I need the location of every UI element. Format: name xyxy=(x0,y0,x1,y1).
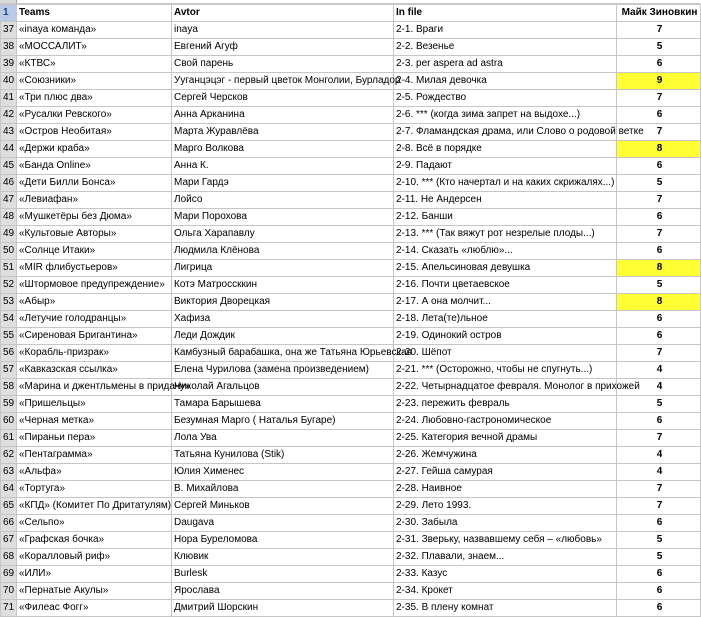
table-row xyxy=(1,39,701,56)
cell-author[interactable]: Daugava xyxy=(172,515,394,532)
row-number[interactable]: 65 xyxy=(1,498,17,515)
cell-score[interactable]: 6 xyxy=(617,600,701,617)
cell-author[interactable]: Марта Журавлёва xyxy=(172,124,394,141)
row-number[interactable]: 67 xyxy=(1,532,17,549)
cell-author[interactable]: Сергей Миньков xyxy=(172,498,394,515)
cell-author[interactable]: Марго Волкова xyxy=(172,141,394,158)
header-judge[interactable]: Майк Зиновкин xyxy=(617,5,701,22)
cell-score[interactable]: 6 xyxy=(617,311,701,328)
table-row xyxy=(1,328,701,345)
table-row xyxy=(1,345,701,362)
cell-file[interactable]: 2-19. Одинокий остров xyxy=(394,328,617,345)
cell-author[interactable]: Хафиза xyxy=(172,311,394,328)
cell-file[interactable]: 2-29. Лето 1993. xyxy=(394,498,617,515)
cell-author[interactable]: Мари Гардэ xyxy=(172,175,394,192)
cell-score[interactable]: 5 xyxy=(617,277,701,294)
cell-file[interactable]: 2-26. Жемчужина xyxy=(394,447,617,464)
table-row xyxy=(1,362,701,379)
cell-author[interactable]: Лойсо xyxy=(172,192,394,209)
cell-file[interactable]: 2-28. Наивное xyxy=(394,481,617,498)
cell-team[interactable]: «Корабль-призрак» xyxy=(17,345,172,362)
cell-team[interactable]: «Графская бочка» xyxy=(17,532,172,549)
row-number[interactable]: 58 xyxy=(1,379,17,396)
cell-author[interactable]: Клювик xyxy=(172,549,394,566)
cell-author[interactable]: Нора Буреломова xyxy=(172,532,394,549)
cell-file[interactable]: 2-35. В плену комнат xyxy=(394,600,617,617)
table-row xyxy=(1,311,701,328)
cell-team[interactable]: «Культовые Авторы» xyxy=(17,226,172,243)
cell-file[interactable]: 2-24. Любовно-гастрономическое xyxy=(394,413,617,430)
table-row xyxy=(1,549,701,566)
cell-file[interactable]: 2-25. Категория вечной драмы xyxy=(394,430,617,447)
cell-score[interactable]: 6 xyxy=(617,158,701,175)
cell-author[interactable]: В. Михайлова xyxy=(172,481,394,498)
cell-author[interactable]: Свой парень xyxy=(172,56,394,73)
cell-team[interactable]: «Тортуга» xyxy=(17,481,172,498)
table-row xyxy=(1,413,701,430)
cell-score[interactable]: 7 xyxy=(617,226,701,243)
cell-score[interactable]: 6 xyxy=(617,209,701,226)
cell-score[interactable]: 7 xyxy=(617,192,701,209)
table-row xyxy=(1,56,701,73)
cell-team[interactable]: «ИЛИ» xyxy=(17,566,172,583)
cell-score[interactable]: 5 xyxy=(617,549,701,566)
cell-score[interactable]: 6 xyxy=(617,243,701,260)
cell-author[interactable]: Мари Порохова xyxy=(172,209,394,226)
table-row xyxy=(1,107,701,124)
cell-file[interactable]: 2-9. Падают xyxy=(394,158,617,175)
cell-file[interactable]: 2-32. Плавали, знаем... xyxy=(394,549,617,566)
row-number[interactable]: 51 xyxy=(1,260,17,277)
cell-file[interactable]: 2-34. Крокет xyxy=(394,583,617,600)
header-row xyxy=(1,5,701,22)
cell-file[interactable]: 2-5. Рождество xyxy=(394,90,617,107)
cell-team[interactable]: «Солнце Итаки» xyxy=(17,243,172,260)
row-number[interactable]: 70 xyxy=(1,583,17,600)
cell-team[interactable]: «Держи краба» xyxy=(17,141,172,158)
cell-file[interactable]: 2-2. Везенье xyxy=(394,39,617,56)
cell-team[interactable]: «MIR флибустьеров» xyxy=(17,260,172,277)
cell-author[interactable]: inaya xyxy=(172,22,394,39)
cell-file[interactable]: 2-12. Банши xyxy=(394,209,617,226)
cell-score[interactable]: 5 xyxy=(617,175,701,192)
cell-team[interactable]: «Левиафан» xyxy=(17,192,172,209)
cell-team[interactable]: «Пернатые Акулы» xyxy=(17,583,172,600)
cell-score[interactable]: 7 xyxy=(617,430,701,447)
cell-file[interactable]: 2-22. Четырнадцатое февраля. Монолог в прихожей xyxy=(394,379,617,396)
cell-score[interactable]: 8 xyxy=(617,294,701,311)
cell-file[interactable]: 2-13. *** (Так вяжут рот незрелые плоды...) xyxy=(394,226,617,243)
cell-author[interactable]: Ольга Харапавлу xyxy=(172,226,394,243)
cell-score[interactable]: 7 xyxy=(617,498,701,515)
row-number[interactable]: 44 xyxy=(1,141,17,158)
cell-file[interactable]: 2-30. Забыла xyxy=(394,515,617,532)
table-row xyxy=(1,209,701,226)
row-number[interactable]: 52 xyxy=(1,277,17,294)
cell-score[interactable]: 8 xyxy=(617,141,701,158)
cell-score[interactable]: 5 xyxy=(617,396,701,413)
table-row xyxy=(1,396,701,413)
row-number[interactable]: 54 xyxy=(1,311,17,328)
cell-team[interactable]: «Штормовое предупреждение» xyxy=(17,277,172,294)
cell-team[interactable]: «Остров Необитая» xyxy=(17,124,172,141)
row-number[interactable]: 45 xyxy=(1,158,17,175)
table-row xyxy=(1,124,701,141)
cell-score[interactable]: 6 xyxy=(617,583,701,600)
cell-author[interactable]: Дмитрий Шорскин xyxy=(172,600,394,617)
row-number[interactable]: 1 xyxy=(1,5,17,22)
cell-file[interactable]: 2-23. пережить февраль xyxy=(394,396,617,413)
cell-file[interactable]: 2-31. Зверьку, назвавшему себя – «любовь» xyxy=(394,532,617,549)
table-row xyxy=(1,532,701,549)
cell-author[interactable]: Сергей Черсков xyxy=(172,90,394,107)
cell-author[interactable]: Елена Чурилова (замена произведением) xyxy=(172,362,394,379)
cell-team[interactable]: «Пришельцы» xyxy=(17,396,172,413)
cell-author[interactable]: Лигрица xyxy=(172,260,394,277)
table-row xyxy=(1,226,701,243)
table-row xyxy=(1,447,701,464)
row-number[interactable]: 37 xyxy=(1,22,17,39)
header-in-file[interactable]: In file xyxy=(394,5,617,22)
cell-author[interactable]: Камбузный барабашка, она же Татьяна Юрьевская xyxy=(172,345,394,362)
cell-team[interactable]: «Летучие голодранцы» xyxy=(17,311,172,328)
table-row xyxy=(1,464,701,481)
cell-author[interactable]: Юлия Хименес xyxy=(172,464,394,481)
cell-file[interactable]: 2-3. per aspera ad astra xyxy=(394,56,617,73)
cell-team[interactable]: «Союзники» xyxy=(17,73,172,90)
table-row xyxy=(1,566,701,583)
cell-author[interactable]: Ууганцэцэг - первый цветок Монголии, Бурладор xyxy=(172,73,394,90)
cell-score[interactable]: 7 xyxy=(617,124,701,141)
row-number[interactable]: 41 xyxy=(1,90,17,107)
cell-score[interactable]: 6 xyxy=(617,515,701,532)
row-number[interactable]: 40 xyxy=(1,73,17,90)
cell-file[interactable]: 2-15. Апельсиновая девушка xyxy=(394,260,617,277)
table-row xyxy=(1,481,701,498)
row-number[interactable]: 64 xyxy=(1,481,17,498)
cell-team[interactable]: «Филеас Фогг» xyxy=(17,600,172,617)
table-row xyxy=(1,141,701,158)
cell-team[interactable]: «Банда Online» xyxy=(17,158,172,175)
cell-file[interactable]: 2-14. Сказать «люблю»... xyxy=(394,243,617,260)
table-row xyxy=(1,498,701,515)
cell-author[interactable]: Котэ Матроссккин xyxy=(172,277,394,294)
cell-author[interactable]: Анна К. xyxy=(172,158,394,175)
cell-file[interactable]: 2-6. *** (когда зима запрет на выдохе...) xyxy=(394,107,617,124)
cell-team[interactable]: «Черная метка» xyxy=(17,413,172,430)
cell-file[interactable]: 2-7. Фламандская драма, или Слово о родовой ветке xyxy=(394,124,617,141)
cell-score[interactable]: 7 xyxy=(617,481,701,498)
cell-file[interactable]: 2-10. *** (Кто начертал и на каких скрижалях...) xyxy=(394,175,617,192)
table-row xyxy=(1,294,701,311)
row-number[interactable]: 43 xyxy=(1,124,17,141)
table-row xyxy=(1,90,701,107)
cut-off-row xyxy=(0,0,700,4)
row-number[interactable]: 42 xyxy=(1,107,17,124)
table-row xyxy=(1,175,701,192)
cell-author[interactable]: Виктория Дворецкая xyxy=(172,294,394,311)
cell-author[interactable]: Безумная Марго ( Наталья Бугаре) xyxy=(172,413,394,430)
cell-file[interactable]: 2-18. Лета(те)льное xyxy=(394,311,617,328)
data-grid xyxy=(0,4,701,617)
cell-file[interactable]: 2-33. Казус xyxy=(394,566,617,583)
table-row xyxy=(1,243,701,260)
cell-team[interactable]: «КТВС» xyxy=(17,56,172,73)
cell-score[interactable]: 6 xyxy=(617,566,701,583)
table-row xyxy=(1,583,701,600)
cell-team[interactable]: «Русалки Ревского» xyxy=(17,107,172,124)
cell-author[interactable]: Татьяна Кунилова (Stik) xyxy=(172,447,394,464)
cell-author[interactable]: Людмила Клёнова xyxy=(172,243,394,260)
cell-author[interactable]: Евгений Агуф xyxy=(172,39,394,56)
row-number[interactable]: 62 xyxy=(1,447,17,464)
row-number[interactable]: 38 xyxy=(1,39,17,56)
cell-team[interactable]: «Пентаграмма» xyxy=(17,447,172,464)
row-number[interactable]: 60 xyxy=(1,413,17,430)
row-number[interactable]: 66 xyxy=(1,515,17,532)
row-number[interactable]: 46 xyxy=(1,175,17,192)
row-number[interactable]: 39 xyxy=(1,56,17,73)
cell-file[interactable]: 2-4. Милая девочка xyxy=(394,73,617,90)
row-number[interactable]: 71 xyxy=(1,600,17,617)
cell-file[interactable]: 2-27. Гейша самурая xyxy=(394,464,617,481)
cell-score[interactable]: 7 xyxy=(617,22,701,39)
cell-score[interactable]: 7 xyxy=(617,345,701,362)
cell-team[interactable]: «Кавказская ссылка» xyxy=(17,362,172,379)
cell-score[interactable]: 7 xyxy=(617,90,701,107)
cell-score[interactable]: 6 xyxy=(617,56,701,73)
row-number[interactable]: 69 xyxy=(1,566,17,583)
cell-team[interactable]: «Абыр» xyxy=(17,294,172,311)
table-row xyxy=(1,277,701,294)
cell-file[interactable]: 2-17. А она молчит... xyxy=(394,294,617,311)
row-number[interactable]: 50 xyxy=(1,243,17,260)
cell-team[interactable]: «Марина и джентльмены в придачу» xyxy=(17,379,172,396)
cell-team[interactable]: «Сельпо» xyxy=(17,515,172,532)
table-row xyxy=(1,22,701,39)
table-row xyxy=(1,158,701,175)
cell-author[interactable]: Тамара Барышева xyxy=(172,396,394,413)
cell-score[interactable]: 6 xyxy=(617,107,701,124)
row-number[interactable]: 53 xyxy=(1,294,17,311)
cell-file[interactable]: 2-16. Почти цветаевское xyxy=(394,277,617,294)
cell-score[interactable]: 4 xyxy=(617,362,701,379)
row-number[interactable]: 49 xyxy=(1,226,17,243)
row-number[interactable]: 68 xyxy=(1,549,17,566)
cell-file[interactable]: 2-21. *** (Осторожно, чтобы не спугнуть...) xyxy=(394,362,617,379)
cell-team[interactable]: «Дети Билли Бонса» xyxy=(17,175,172,192)
cell-team[interactable]: «Мушкетёры без Дюма» xyxy=(17,209,172,226)
cell-team[interactable]: «Пираньи пера» xyxy=(17,430,172,447)
table-row xyxy=(1,192,701,209)
cell-file[interactable]: 2-20. Шёпот xyxy=(394,345,617,362)
table-row xyxy=(1,600,701,617)
table-row xyxy=(1,260,701,277)
cell-score[interactable]: 6 xyxy=(617,328,701,345)
cell-score[interactable]: 4 xyxy=(617,379,701,396)
cell-score[interactable]: 5 xyxy=(617,39,701,56)
cell-score[interactable]: 6 xyxy=(617,413,701,430)
cell-author[interactable]: Анна Арканина xyxy=(172,107,394,124)
cell-team[interactable]: «Три плюс два» xyxy=(17,90,172,107)
row-number[interactable]: 56 xyxy=(1,345,17,362)
cell-author[interactable]: Николай Агальцов xyxy=(172,379,394,396)
row-number[interactable]: 47 xyxy=(1,192,17,209)
table-row xyxy=(1,73,701,90)
row-number[interactable]: 55 xyxy=(1,328,17,345)
cell-team[interactable]: «Сиреновая Бригантина» xyxy=(17,328,172,345)
cell-author[interactable]: Леди Дождик xyxy=(172,328,394,345)
row-number[interactable]: 61 xyxy=(1,430,17,447)
cell-team[interactable]: «inaya команда» xyxy=(17,22,172,39)
row-number[interactable]: 48 xyxy=(1,209,17,226)
table-row xyxy=(1,379,701,396)
cell-score[interactable]: 4 xyxy=(617,464,701,481)
cell-score[interactable]: 4 xyxy=(617,447,701,464)
table-row xyxy=(1,430,701,447)
cell-file[interactable]: 2-8. Всё в порядке xyxy=(394,141,617,158)
cell-team[interactable]: «Коралловый риф» xyxy=(17,549,172,566)
row-number[interactable]: 59 xyxy=(1,396,17,413)
cell-team[interactable]: «Альфа» xyxy=(17,464,172,481)
row-number[interactable]: 57 xyxy=(1,362,17,379)
header-teams[interactable]: Teams xyxy=(17,5,172,22)
cell-file[interactable]: 2-11. Не Андерсен xyxy=(394,192,617,209)
table-row xyxy=(1,515,701,532)
cell-author[interactable]: Ярослава xyxy=(172,583,394,600)
cell-team[interactable]: «КПД» (Комитет По Дритатулям) xyxy=(17,498,172,515)
row-number[interactable]: 63 xyxy=(1,464,17,481)
cell-score[interactable]: 5 xyxy=(617,532,701,549)
header-avtor[interactable]: Avtor xyxy=(172,5,394,22)
cell-team[interactable]: «МОССАЛИТ» xyxy=(17,39,172,56)
cell-score[interactable]: 8 xyxy=(617,260,701,277)
cell-author[interactable]: Burlesk xyxy=(172,566,394,583)
cell-file[interactable]: 2-1. Враги xyxy=(394,22,617,39)
cell-score[interactable]: 9 xyxy=(617,73,701,90)
cell-author[interactable]: Лола Ува xyxy=(172,430,394,447)
